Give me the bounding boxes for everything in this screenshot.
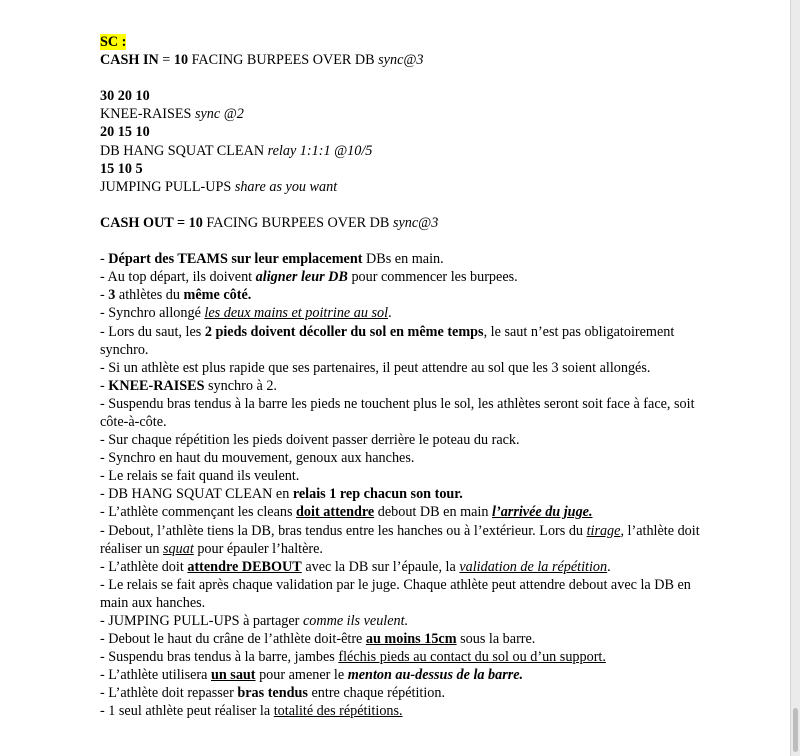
text: - L’athlète commençant les cleans bbox=[100, 504, 297, 521]
text: = bbox=[158, 52, 174, 69]
text: pour épauler l’haltère. bbox=[193, 540, 323, 557]
cash-in-reps: 10 bbox=[173, 52, 189, 69]
text: - bbox=[100, 377, 109, 394]
wod-move-1 bbox=[100, 105, 705, 123]
text: 2 pieds doivent décoller du sol en même temps bbox=[204, 323, 484, 340]
rule-line: - Le relais se fait quand ils veulent. bbox=[100, 468, 300, 485]
text: aligner leur DB bbox=[255, 269, 348, 286]
text: - JUMPING PULL-UPS à partager bbox=[100, 613, 303, 629]
cash-out-line bbox=[100, 214, 705, 232]
rule-line bbox=[100, 268, 705, 286]
text: FACING BURPEES OVER DB bbox=[202, 214, 393, 231]
rule-line bbox=[100, 702, 705, 720]
rule-line bbox=[100, 304, 705, 322]
wod-reps-2 bbox=[100, 123, 705, 141]
rule-line bbox=[100, 648, 705, 666]
spacer bbox=[100, 232, 705, 250]
rule-line bbox=[100, 503, 705, 521]
rule-line bbox=[100, 630, 705, 648]
spacer bbox=[100, 196, 705, 214]
rule-line: - Synchro en haut du mouvement, genoux aux hanches. bbox=[100, 450, 415, 467]
wod-move-2 bbox=[100, 142, 705, 160]
text: - L’athlète utilisera bbox=[100, 667, 211, 684]
cash-in-line bbox=[100, 51, 705, 69]
text: - 1 seul athlète peut réaliser la bbox=[100, 703, 274, 720]
text: relais 1 rep chacun son tour. bbox=[292, 486, 463, 503]
text: menton au-dessus de la barre. bbox=[347, 667, 524, 684]
cash-out-style: sync@3 bbox=[392, 214, 439, 231]
text: fléchis pieds au contact du sol ou d’un support. bbox=[338, 649, 606, 666]
text: les deux mains et poitrine au sol bbox=[204, 305, 389, 322]
text: - Lors du saut, les bbox=[100, 323, 205, 340]
wod-reps-3 bbox=[100, 160, 705, 178]
text: - L’athlète doit bbox=[100, 558, 188, 575]
sc-heading bbox=[100, 33, 705, 51]
rule-line bbox=[100, 377, 705, 395]
text: validation de la répétition bbox=[459, 558, 608, 575]
text: . bbox=[607, 558, 611, 575]
text: athlètes du bbox=[115, 287, 184, 304]
reps: 20 15 10 bbox=[100, 124, 150, 141]
rule-line bbox=[100, 684, 705, 702]
vertical-scrollbar[interactable] bbox=[793, 708, 798, 752]
rule-line: - Suspendu bras tendus à la barre les pieds ne touchent plus le sol, les athlètes seront soit face à face, soit côte-à-côte. bbox=[100, 395, 695, 430]
text: même côté. bbox=[183, 287, 252, 304]
reps: 30 20 10 bbox=[100, 88, 150, 105]
text: - bbox=[100, 287, 109, 304]
cash-out-label: CASH OUT = 10 bbox=[100, 214, 203, 231]
text: - Debout, l’athlète tiens la DB, bras tendus entre les hanches ou à l’extérieur. Lors du bbox=[100, 522, 587, 539]
text: comme ils veulent. bbox=[302, 613, 409, 629]
rule-line: - Sur chaque répétition les pieds doivent passer derrière le poteau du rack. bbox=[100, 432, 520, 449]
text: attendre DEBOUT bbox=[187, 558, 302, 575]
text: bras tendus bbox=[237, 685, 308, 702]
text: pour amener le bbox=[255, 667, 348, 684]
wod-reps-1 bbox=[100, 87, 705, 105]
text: - Au top départ, ils doivent bbox=[100, 269, 256, 286]
text: - DB HANG SQUAT CLEAN en bbox=[100, 486, 293, 503]
document-body bbox=[100, 33, 705, 721]
spacer bbox=[100, 69, 705, 87]
text: . bbox=[388, 305, 392, 322]
text: au moins 15cm bbox=[365, 631, 457, 648]
text: , l’athlète doit réaliser un bbox=[100, 522, 700, 557]
text: - Suspendu bras tendus à la barre, jambes bbox=[100, 649, 339, 666]
text: entre chaque répétition. bbox=[307, 685, 446, 702]
highlighted-label: SC : bbox=[100, 34, 127, 50]
text: - Debout le haut du crâne de l’athlète doit-être bbox=[100, 631, 366, 648]
movement: DB HANG SQUAT CLEAN bbox=[100, 142, 268, 159]
text: sous la barre. bbox=[456, 631, 536, 648]
style: relay 1:1:1 @10/5 bbox=[267, 142, 373, 159]
text: FACING BURPEES OVER DB bbox=[188, 52, 379, 69]
text: Départ des TEAMS sur leur emplacement bbox=[108, 251, 363, 268]
cash-in-label: CASH IN bbox=[100, 52, 159, 69]
text: l’arrivée du juge. bbox=[492, 504, 593, 521]
movement: JUMPING PULL-UPS bbox=[100, 178, 235, 195]
rule-line bbox=[100, 522, 705, 558]
rule-line bbox=[100, 612, 705, 630]
rule-line: - Le relais se fait après chaque validation par le juge. Chaque athlète peut attendre debout avec la DB en main aux hanches. bbox=[100, 576, 691, 611]
style: share as you want bbox=[234, 178, 338, 195]
text: pour commencer les burpees. bbox=[347, 269, 518, 286]
text: - bbox=[100, 251, 109, 268]
text: debout DB en main bbox=[374, 504, 493, 521]
text: synchro à 2. bbox=[204, 377, 277, 394]
text: - Synchro allongé bbox=[100, 305, 205, 322]
rule-line bbox=[100, 666, 705, 684]
text: totalité des répétitions. bbox=[273, 703, 403, 720]
text: tirage bbox=[586, 522, 621, 539]
rule-line bbox=[100, 286, 705, 304]
text: doit attendre bbox=[296, 504, 375, 521]
text: avec la DB sur l’épaule, la bbox=[301, 558, 460, 575]
wod-move-3 bbox=[100, 178, 705, 196]
rule-line bbox=[100, 250, 705, 268]
rule-line bbox=[100, 485, 705, 503]
cash-in-style: sync@3 bbox=[378, 52, 424, 69]
rule-line: - Si un athlète est plus rapide que ses partenaires, il peut attendre au sol que les 3 soient allongés. bbox=[100, 359, 651, 376]
movement: KNEE-RAISES bbox=[100, 106, 195, 123]
rule-line bbox=[100, 558, 705, 576]
text: un saut bbox=[210, 667, 256, 684]
style: sync @2 bbox=[194, 106, 244, 123]
text: squat bbox=[163, 540, 194, 557]
reps: 15 10 5 bbox=[100, 160, 143, 177]
text: - L’athlète doit repasser bbox=[100, 685, 238, 702]
text: 3 bbox=[108, 287, 116, 304]
text: KNEE-RAISES bbox=[108, 377, 205, 394]
text: DBs en main. bbox=[362, 251, 444, 268]
text: , le saut n’est pas obligatoirement synchro. bbox=[100, 323, 675, 358]
rule-line bbox=[100, 323, 705, 359]
